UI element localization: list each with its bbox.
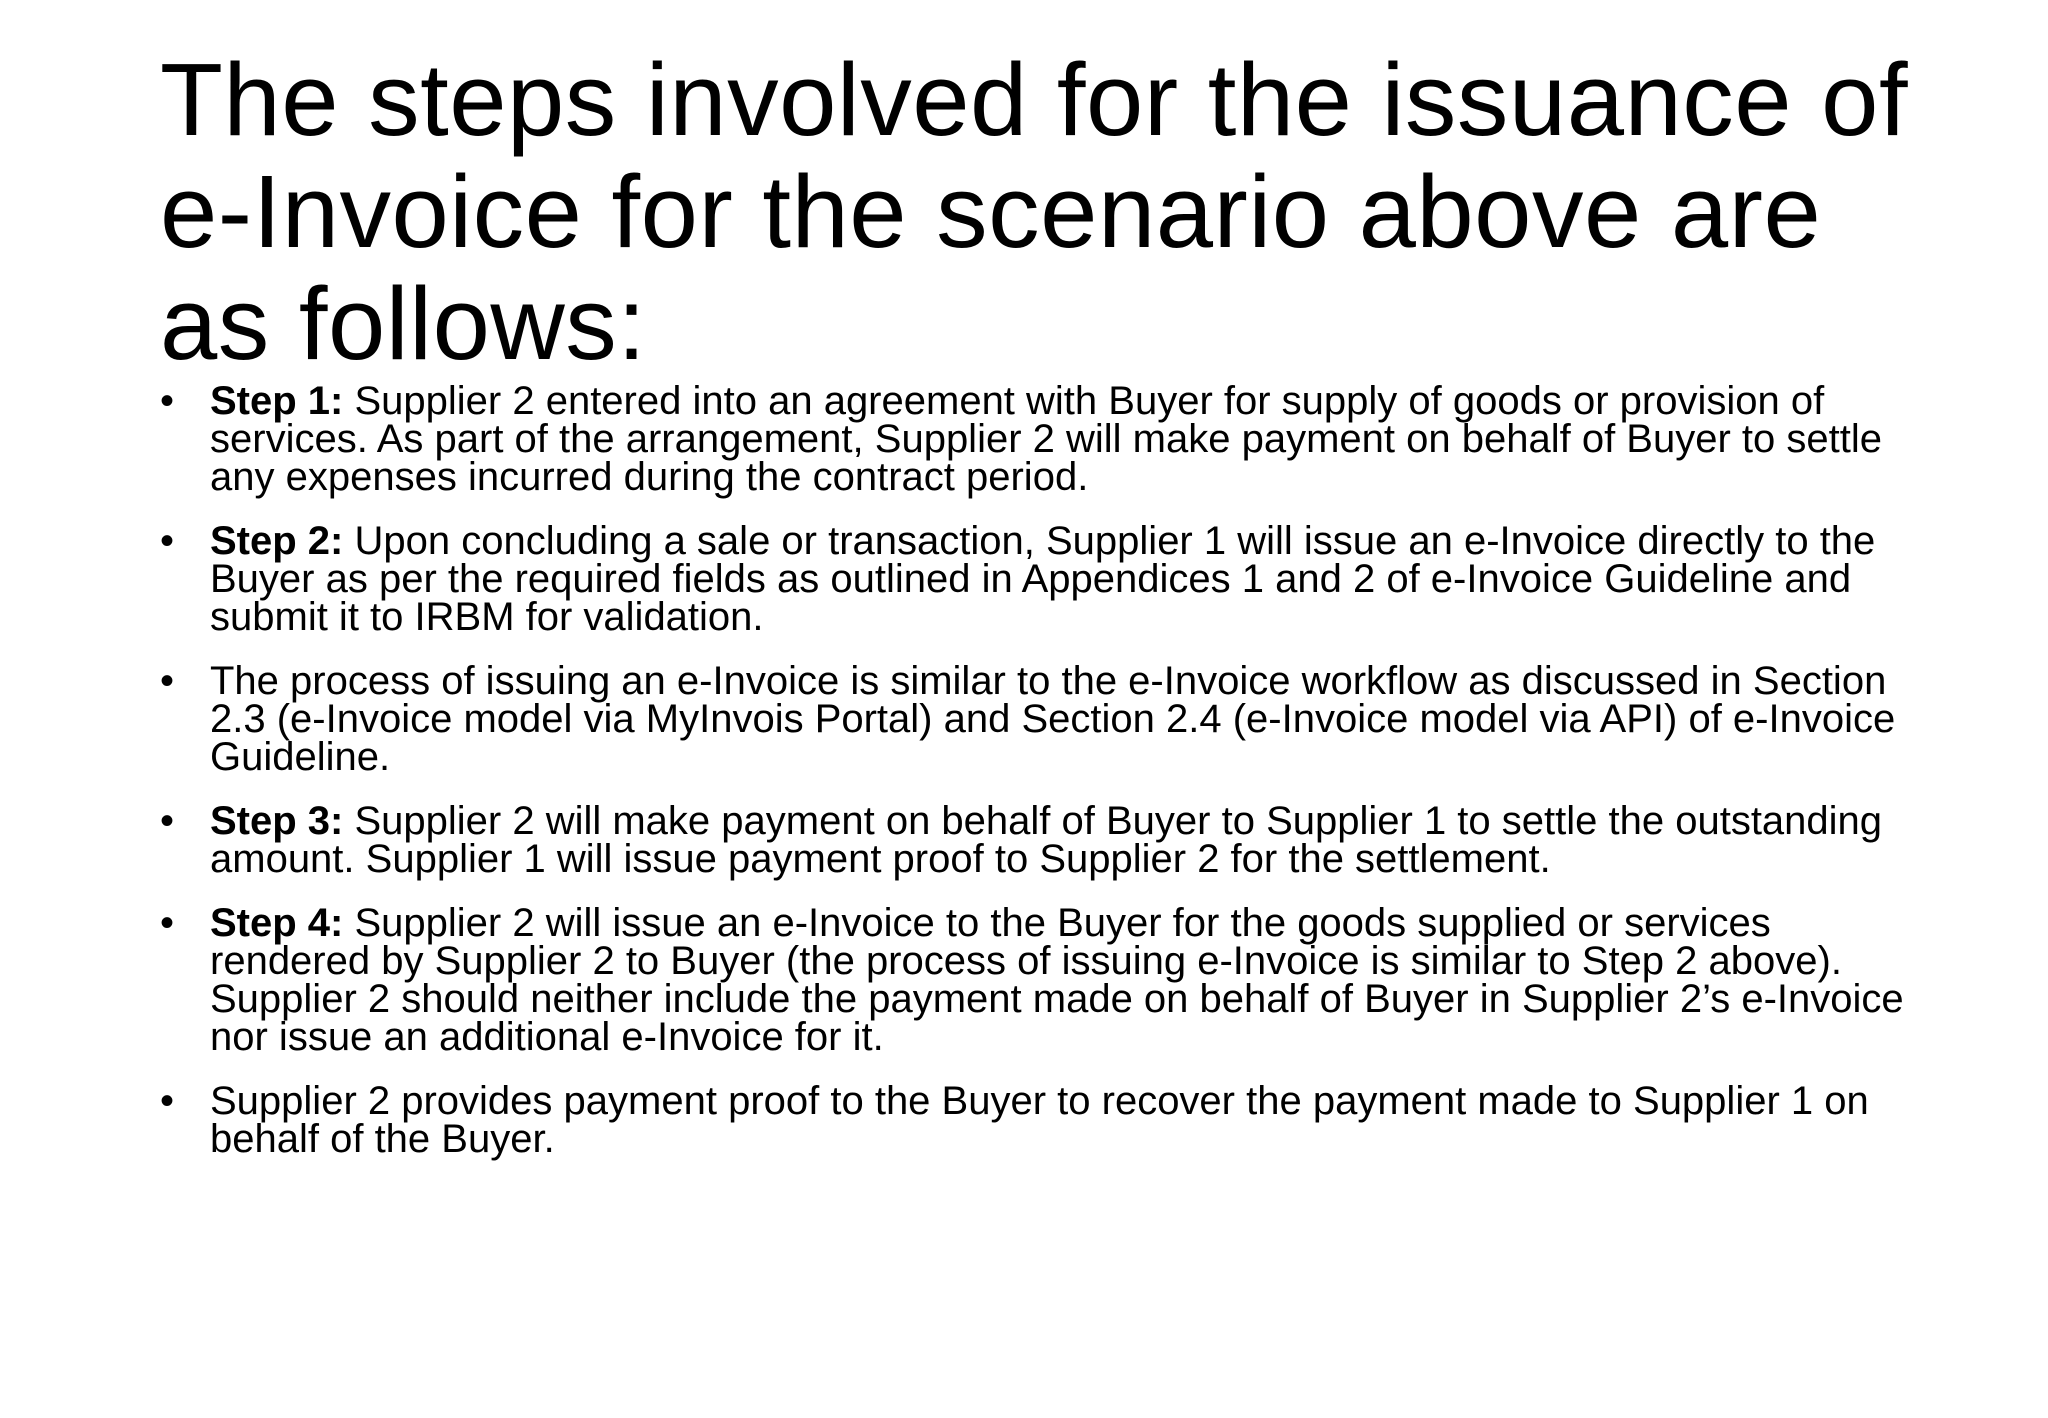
bullet-list [160, 379, 1920, 1184]
bullet-icon: • [160, 659, 175, 703]
list-item [160, 659, 1920, 779]
bullet-icon: • [160, 379, 175, 423]
step-label: Step 1: [210, 379, 344, 423]
list-item [160, 1079, 1920, 1161]
list-item [160, 799, 1920, 881]
bullet-icon: • [160, 519, 175, 563]
bullet-text: Upon concluding a sale or transaction, Supplier 1 will issue an e-Invoice directly to the Buyer as per the required fields as outlined in Appendices 1 and 2 of e-Invoice Guideline and submit it to IRBM for validation. [210, 519, 1876, 639]
bullet-text: Supplier 2 will issue an e-Invoice to the Buyer for the goods supplied or services rendered by Supplier 2 to Buyer (the process of issuing e-Invoice is similar to Step 2 above). Supplier 2 should neither include the payment made on behalf of Buyer in Supplier 2’s e-Invoice nor issue an additional e-Invoice for it. [210, 901, 1904, 1059]
bullet-text: The process of issuing an e-Invoice is similar to the e-Invoice workflow as discussed in Section 2.3 (e-Invoice model via MyInvois Portal) and Section 2.4 (e-Invoice model via API) of e-Invoice Guideline. [210, 659, 1896, 779]
bullet-text: Supplier 2 will make payment on behalf of Buyer to Supplier 1 to settle the outstanding amount. Supplier 1 will issue payment proof to Supplier 2 for the settlement. [210, 799, 1883, 881]
list-item [160, 379, 1920, 499]
step-label: Step 4: [210, 901, 344, 945]
bullet-icon: • [160, 799, 175, 843]
list-item [160, 901, 1920, 1059]
step-label: Step 2: [210, 519, 344, 563]
bullet-text: Supplier 2 provides payment proof to the Buyer to recover the payment made to Supplier 1 on behalf of the Buyer. [210, 1079, 1869, 1161]
list-item [160, 519, 1920, 639]
step-label: Step 3: [210, 799, 344, 843]
bullet-text: Supplier 2 entered into an agreement with Buyer for supply of goods or provision of services. As part of the arrangement, Supplier 2 will make payment on behalf of Buyer to settle any expenses incurred during the contract period. [210, 379, 1882, 499]
bullet-icon: • [160, 901, 175, 945]
slide-title: The steps involved for the issuance of e-Invoice for the scenario above are as follows: [160, 42, 1909, 381]
bullet-icon: • [160, 1079, 175, 1123]
